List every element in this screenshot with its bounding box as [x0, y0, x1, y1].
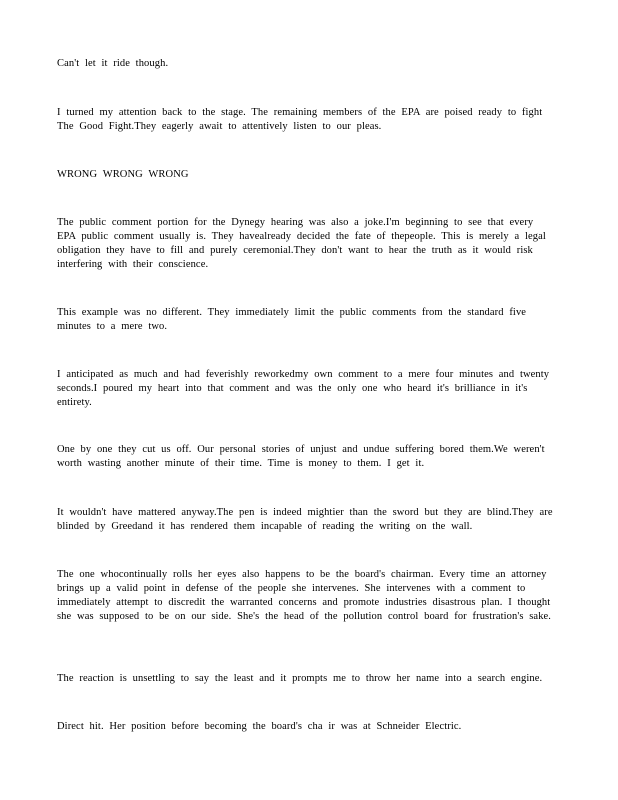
paragraph-3: WRONG WRONG WRONG	[57, 169, 189, 180]
paragraph-1: Can't let it ride though.	[57, 58, 169, 69]
paragraph-2: I turned my attention back to the stage. The remaining members of the EPA are poised ready to fight The Good Fight.They eagerly await to attentively listen to our pleas.	[57, 107, 543, 132]
paragraph-4: The public comment portion for the Dynegy hearing was also a joke.I'm beginning to see that every EPA public comment usually is. They havealready decided the fate of thepeople. This is merely a legal obligation they have to fill and purely ceremonial.They don't want to hear the truth as it would risk interfering with their conscience.	[57, 217, 546, 270]
paragraph-7: One by one they cut us off. Our personal stories of unjust and undue suffering bored them.We weren't worth wasting another minute of their time. Time is money to them. I get it.	[57, 444, 545, 469]
paragraph-6: I anticipated as much and had feverishly reworkedmy own comment to a mere four minutes and twenty seconds.I poured my heart into that comment and was the only one who heard it's brilliance in it's entirety.	[57, 369, 550, 408]
paragraph-11: Direct hit. Her position before becoming the board's cha ir was at Schneider Electric.	[57, 721, 462, 732]
paragraph-8: It wouldn't have mattered anyway.The pen is indeed mightier than the sword but they are blind.They are blinded by Greedand it has rendered them incapable of reading the writing on the wall.	[57, 507, 553, 532]
paragraph-5: This example was no different. They immediately limit the public comments from the standard five minutes to a mere two.	[57, 307, 527, 332]
paragraph-9: The one whocontinually rolls her eyes also happens to be the board's chairman. Every time an attorney brings up a valid point in defense of the people she intervenes. She intervenes with a comment to immediately attempt to discredit the warranted concerns and promote industries disastrous plan. I thought she was supposed to be on our side. She's the head of the pollution control board for frustration's sake.	[57, 569, 552, 622]
paragraph-10: The reaction is unsettling to say the least and it prompts me to throw her name into a search engine.	[57, 673, 543, 684]
